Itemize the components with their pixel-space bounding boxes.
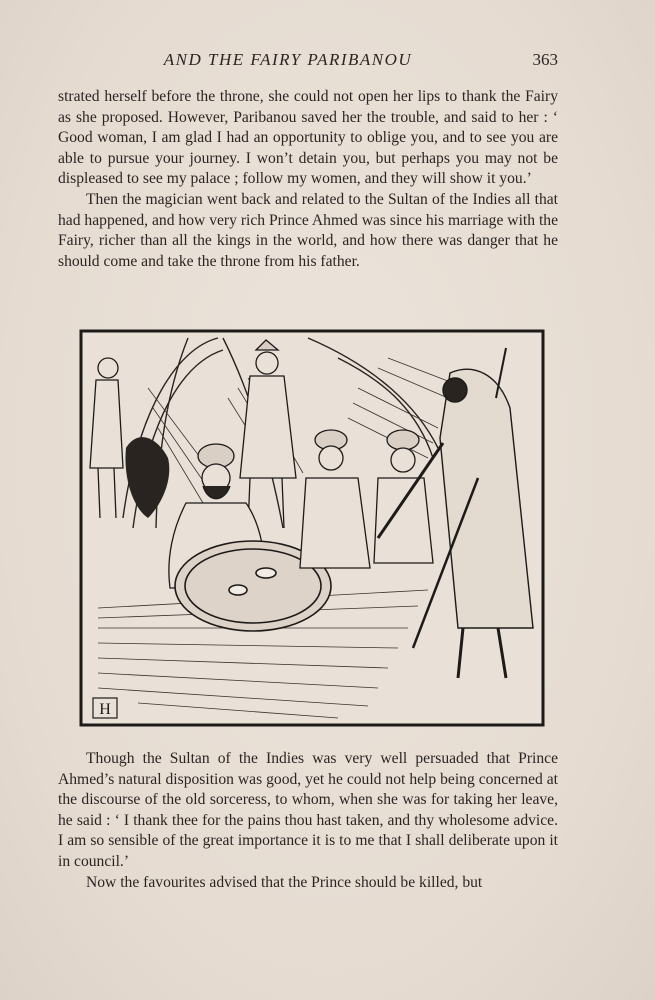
page-number: 363 [532, 50, 558, 69]
paragraph-continued: strated herself before the throne, she could not open her lips to thank the Fairy as she proposed. However, Paribanou saved her the trouble, and said to her : ‘ Good woman, I am glad I had an opportunity to oblige you, and to see you are able to pursue your journey. I won’t detain you, but perhaps you may not be displeased to see my palace ; follow my women, and they will show it you.’ [58, 88, 558, 188]
paragraph: Then the magician went back and related to the Sultan of the Indies all that had happened, and how very rich Prince Ahmed was since his marriage with the Fairy, richer than all the kings in the world, and how there was danger that he should come and take the throne from his father. [58, 190, 558, 270]
running-title: AND THE FAIRY PARIBANOU [163, 50, 413, 69]
artist-monogram [93, 698, 117, 718]
paragraph-continues: Now the favourites advised that the Prince should be killed, but [86, 873, 483, 891]
engraving [78, 328, 546, 728]
top-text-block [58, 87, 558, 272]
running-head [58, 50, 558, 72]
monogram-text: H [99, 701, 111, 718]
bottom-text-block [58, 749, 558, 893]
paragraph: Though the Sultan of the Indies was very well persuaded that Prince Ahmed’s natural disposition was good, yet he could not help being concerned at the discourse of the old sorceress, to whom, when she was for taking her leave, he said : ‘ I thank thee for the pains thou hast taken, and thy wholesome advice. I am so sensible of the great importance it is to me that I shall deliberate upon it in council.’ [58, 750, 558, 870]
illustration [78, 328, 546, 728]
